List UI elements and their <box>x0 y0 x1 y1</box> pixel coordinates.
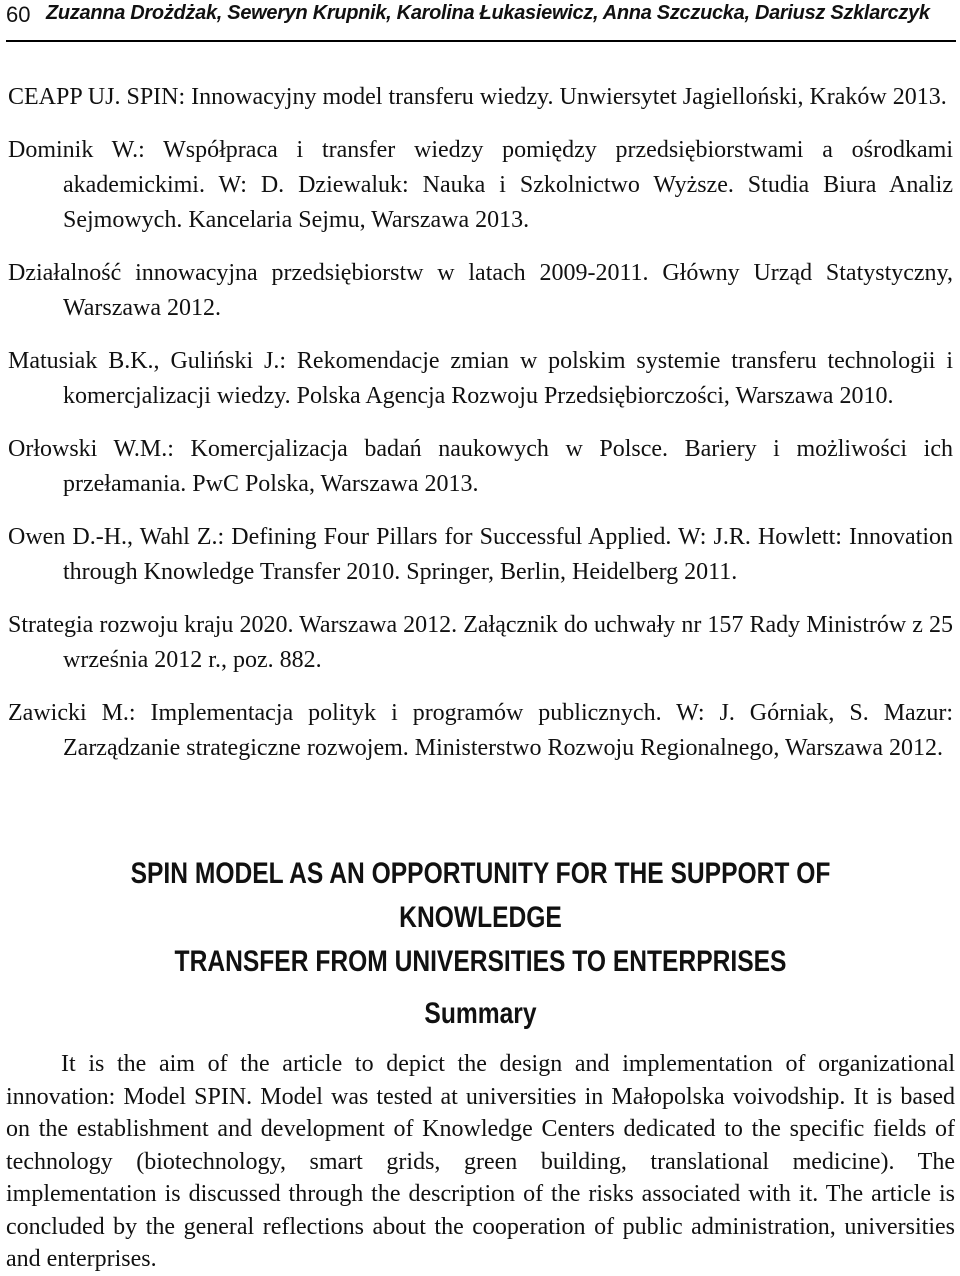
summary-paragraph: It is the aim of the article to depict the design and implementation of organizational innovation: Model SPIN. Model was tested at universities in Małopolska voivodship. It is based on the establishment and development of Knowledge Centers dedicated to the specific fields of technology (biotechnology, smart grids, green building, translational medicine). The implementation is discussed through the description of the risks associated with it. The article is concluded by the general reflections about the cooperation of public administration, universities and enterprises. <box>6 1051 955 1272</box>
reference-item: Orłowski W.M.: Komercjalizacja badań naukowych w Polsce. Bariery i możliwości ich przełamania. PwC Polska, Warszawa 2013. <box>8 436 953 497</box>
reference-item: Dominik W.: Współpraca i transfer wiedzy pomiędzy przedsiębiorstwami a ośrodkami akademickimi. W: D. Dziewaluk: Nauka i Szkolnictwo Wyższe. Studia Biura Analiz Sejmowych. Kancelaria Sejmu, Warszawa 2013. <box>8 137 953 233</box>
running-head-authors: Zuzanna Drożdżak, Seweryn Krupnik, Karolina Łukasiewicz, Anna Szczucka, Dariusz Szklarczyk <box>46 2 930 24</box>
summary-title-line-2: TRANSFER FROM UNIVERSITIES TO ENTERPRISES <box>174 945 787 978</box>
reference-item: Zawicki M.: Implementacja polityk i programów publicznych. W: J. Górniak, S. Mazur: Zarządzanie strategiczne rozwojem. Ministerstwo Rozwoju Regionalnego, Warszawa 2012. <box>8 700 953 761</box>
summary-title-line-1: SPIN MODEL AS AN OPPORTUNITY FOR THE SUPPORT OF KNOWLEDGE <box>130 857 831 934</box>
reference-item: CEAPP UJ. SPIN: Innowacyjny model transferu wiedzy. Unwiersytet Jagielloński, Kraków 2013. <box>8 84 947 110</box>
reference-item: Owen D.-H., Wahl Z.: Defining Four Pillars for Successful Applied. W: J.R. Howlett: Innovation through Knowledge Transfer 2010. Springer, Berlin, Heidelberg 2011. <box>8 524 953 585</box>
reference-item: Matusiak B.K., Guliński J.: Rekomendacje zmian w polskim systemie transferu technologii i komercjalizacji wiedzy. Polska Agencja Rozwoju Przedsiębiorczości, Warszawa 2010. <box>8 348 953 409</box>
reference-list <box>8 80 953 784</box>
reference-item: Strategia rozwoju kraju 2020. Warszawa 2012. Załącznik do uchwały nr 157 Rady Ministrów z 25 września 2012 r., poz. 882. <box>8 612 953 673</box>
page-header <box>6 0 956 42</box>
reference-item: Działalność innowacyjna przedsiębiorstw w latach 2009-2011. Główny Urząd Statystyczny, Warszawa 2012. <box>8 260 953 321</box>
page-number: 60 <box>6 2 31 27</box>
summary-heading: Summary <box>424 997 537 1030</box>
english-summary <box>6 852 955 1276</box>
